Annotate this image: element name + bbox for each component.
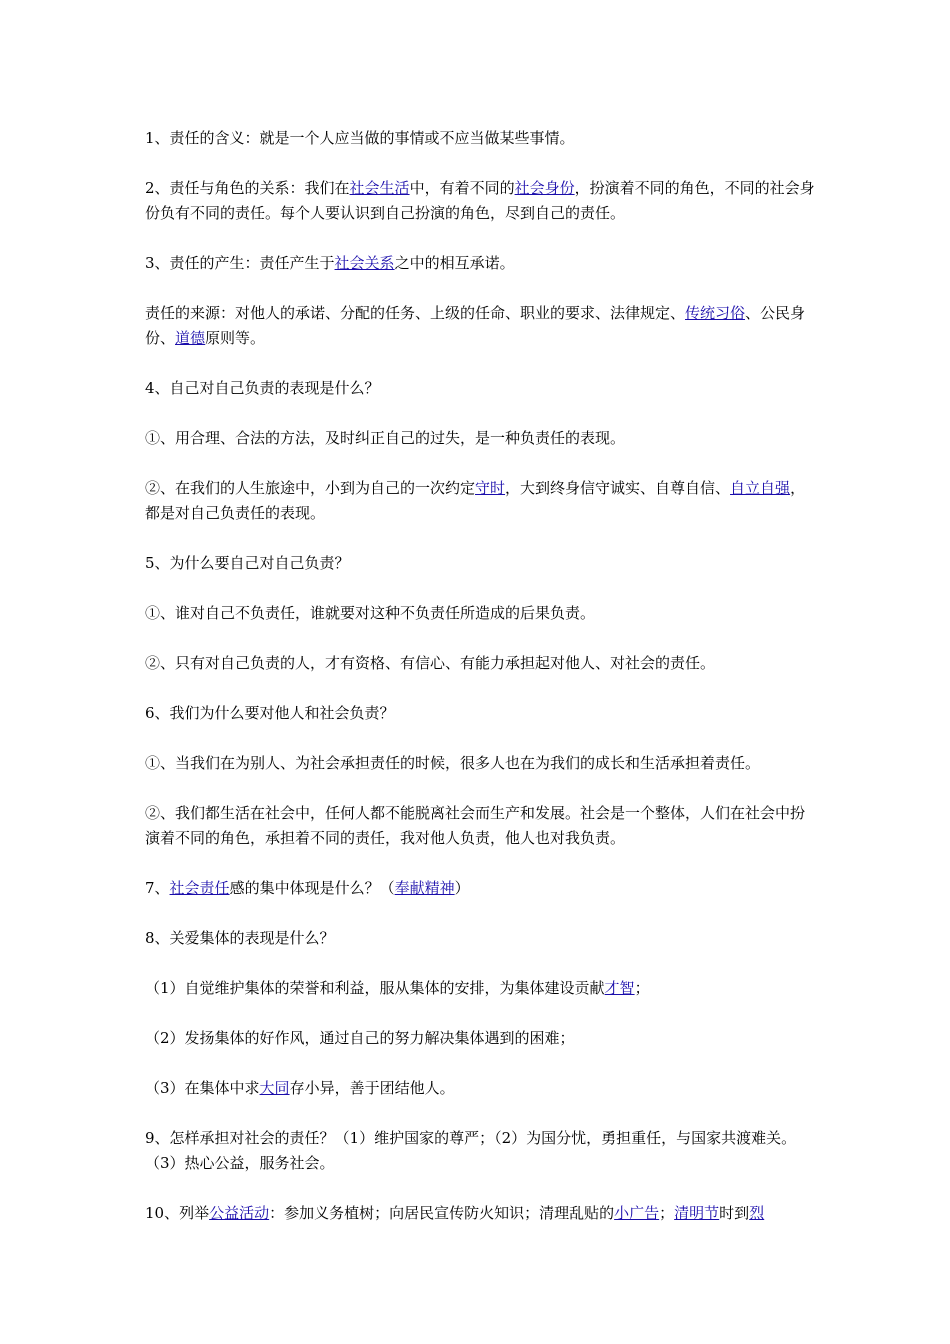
hyperlink[interactable]: 社会关系 <box>334 254 395 272</box>
hyperlink[interactable]: 社会生活 <box>349 179 410 197</box>
text-segment: ①、当我们在为别人、为社会承担责任的时候，很多人也在为我们的成长和生活承担着责任。 <box>145 754 761 772</box>
text-segment: 8、关爱集体的表现是什么？ <box>145 929 335 947</box>
paragraph-20 <box>145 1201 817 1226</box>
paragraph-16 <box>145 976 817 1001</box>
text-segment: ②、在我们的人生旅途中，小到为自己的一次约定 <box>145 479 476 497</box>
text-segment: （3）在集体中求 <box>145 1079 260 1097</box>
hyperlink[interactable]: 才智 <box>604 979 635 997</box>
hyperlink[interactable]: 小广告 <box>614 1204 660 1222</box>
hyperlink[interactable]: 传统习俗 <box>685 304 746 322</box>
text-segment: ：参加义务植树；向居民宣传防火知识；清理乱贴的 <box>269 1204 615 1222</box>
text-segment: 原则等。 <box>205 329 266 347</box>
hyperlink[interactable]: 奉献精神 <box>394 879 455 897</box>
hyperlink[interactable]: 清明节 <box>674 1204 720 1222</box>
text-segment: ； <box>634 979 650 997</box>
paragraph-5 <box>145 376 817 401</box>
paragraph-2 <box>145 176 817 226</box>
hyperlink[interactable]: 大同 <box>259 1079 290 1097</box>
hyperlink[interactable]: 道德 <box>175 329 206 347</box>
paragraph-19 <box>145 1126 817 1176</box>
paragraph-3 <box>145 251 817 276</box>
hyperlink[interactable]: 社会责任 <box>169 879 230 897</box>
text-segment: 3、责任的产生：责任产生于 <box>145 254 335 272</box>
paragraph-8 <box>145 551 817 576</box>
text-segment: 中，有着不同的 <box>409 179 515 197</box>
paragraph-18 <box>145 1076 817 1101</box>
text-segment: 存小异，善于团结他人。 <box>289 1079 455 1097</box>
text-segment: ②、只有对自己负责的人，才有资格、有信心、有能力承担起对他人、对社会的责任。 <box>145 654 716 672</box>
text-segment: ①、谁对自己不负责任，谁就要对这种不负责任所造成的后果负责。 <box>145 604 596 622</box>
text-segment: ，扮演着不同的角色，不同的社会身份负有不同的责任。每个人要认识到自己扮演的角色，尽到自己的责任。 <box>145 179 815 222</box>
document-body <box>145 126 817 1251</box>
text-segment: （1）自觉维护集体的荣誉和利益，服从集体的安排，为集体建设贡献 <box>145 979 605 997</box>
text-segment: 5、为什么要自己对自己负责？ <box>145 554 350 572</box>
paragraph-9 <box>145 601 817 626</box>
text-segment: 感的集中体现是什么？（ <box>229 879 395 897</box>
text-segment: 9、怎样承担对社会的责任？（1）维护国家的尊严；（2）为国分忧，勇担重任，与国家共渡难关。（3）热心公益，服务社会。 <box>145 1129 797 1172</box>
text-segment: （2）发扬集体的好作风，通过自己的努力解决集体遇到的困难； <box>145 1029 575 1047</box>
paragraph-7 <box>145 476 817 526</box>
paragraph-15 <box>145 926 817 951</box>
text-segment: 6、我们为什么要对他人和社会负责？ <box>145 704 395 722</box>
hyperlink[interactable]: 自立自强 <box>730 479 791 497</box>
paragraph-1 <box>145 126 817 151</box>
text-segment: 1、责任的含义：就是一个人应当做的事情或不应当做某些事情。 <box>145 129 575 147</box>
text-segment: 7、 <box>145 879 170 897</box>
text-segment: ，都是对自己负责任的表现。 <box>145 479 806 522</box>
text-segment: ①、用合理、合法的方法，及时纠正自己的过失，是一种负责任的表现。 <box>145 429 626 447</box>
text-segment: ） <box>454 879 470 897</box>
text-segment: 时到 <box>719 1204 750 1222</box>
text-segment: 责任的来源：对他人的承诺、分配的任务、上级的任命、职业的要求、法律规定、 <box>145 304 686 322</box>
paragraph-13 <box>145 801 817 851</box>
hyperlink[interactable]: 社会身份 <box>514 179 575 197</box>
text-segment: 之中的相互承诺。 <box>394 254 515 272</box>
hyperlink[interactable]: 守时 <box>475 479 506 497</box>
paragraph-4 <box>145 301 817 351</box>
text-segment: 4、自己对自己负责的表现是什么？ <box>145 379 380 397</box>
paragraph-11 <box>145 701 817 726</box>
paragraph-14 <box>145 876 817 901</box>
text-segment: ，大到终身信守诚实、自尊自信、 <box>505 479 731 497</box>
text-segment: 2、责任与角色的关系：我们在 <box>145 179 350 197</box>
paragraph-17 <box>145 1026 817 1051</box>
paragraph-6 <box>145 426 817 451</box>
text-segment: 10、列举 <box>145 1204 210 1222</box>
text-segment: 、公民身份、 <box>145 304 806 347</box>
hyperlink[interactable]: 烈 <box>749 1204 765 1222</box>
paragraph-12 <box>145 751 817 776</box>
text-segment: ②、我们都生活在社会中，任何人都不能脱离社会而生产和发展。社会是一个整体，人们在社会中扮演着不同的角色，承担着不同的责任，我对他人负责，他人也对我负责。 <box>145 804 806 847</box>
text-segment: ； <box>659 1204 675 1222</box>
paragraph-10 <box>145 651 817 676</box>
hyperlink[interactable]: 公益活动 <box>209 1204 270 1222</box>
